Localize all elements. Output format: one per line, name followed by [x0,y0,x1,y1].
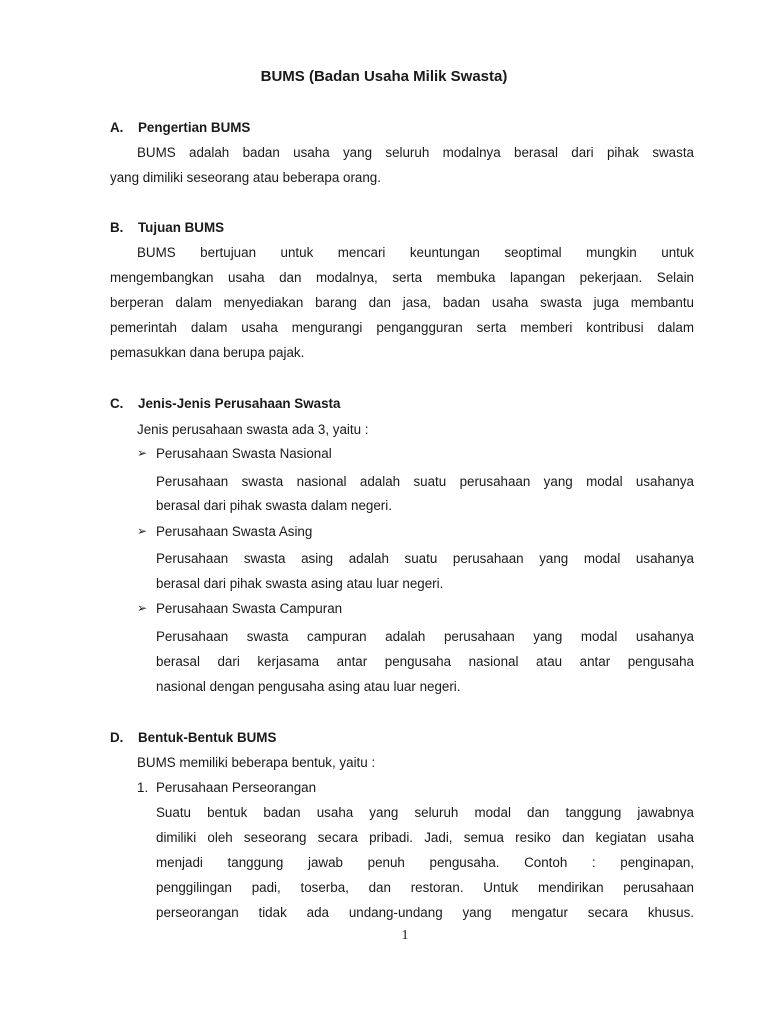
list-item-text: penggilingan padi, toserba, dan restoran. Untuk mendirikan perusahaan [156,880,694,895]
list-item-text: dimiliki oleh seseorang secara pribadi. Jadi, semua resiko dan kegiatan usaha [156,830,694,845]
list-item-text: berasal dari pihak swasta asing atau luar negeri. [156,576,444,591]
section-a-line-1: BUMS adalah badan usaha yang seluruh modalnya berasal dari pihak swasta [137,145,694,160]
list-item-text: Perusahaan swasta campuran adalah perusahaan yang modal usahanya [156,629,694,644]
list-item-text: menjadi tanggung jawab penuh pengusaha. Contoh : penginapan, [156,855,694,870]
section-d-title: Bentuk-Bentuk BUMS [138,730,277,745]
section-d-letter: D. [110,730,124,745]
section-b-line-2: mengembangkan usaha dan modalnya, serta membuka lapangan pekerjaan. Selain [110,270,694,285]
list-item-text: Suatu bentuk badan usaha yang seluruh modal dan tanggung jawabnya [156,805,694,820]
page-title: BUMS (Badan Usaha Milik Swasta) [260,68,508,85]
section-b-heading [110,220,224,235]
section-b-letter: B. [110,220,124,235]
list-item-number: 1. [137,780,149,795]
list-item-text: perseorangan tidak ada undang-undang yang mengatur secara khusus. [156,905,694,920]
arrow-bullet-icon: ➢ [137,446,148,460]
page-number: 1 [401,928,409,943]
list-item-title: Perusahaan Swasta Nasional [156,446,332,461]
section-c-heading [110,396,340,411]
list-item-text: nasional dengan pengusaha asing atau luar negeri. [156,679,461,694]
section-b-title: Tujuan BUMS [138,220,225,235]
section-b-line-5: pemasukkan dana berupa pajak. [110,345,305,360]
list-item-title: Perusahaan Swasta Asing [156,524,313,539]
section-a-heading [110,120,250,135]
section-b-line-1: BUMS bertujuan untuk mencari keuntungan seoptimal mungkin untuk [137,245,694,260]
section-a-line-2: yang dimiliki seseorang atau beberapa orang. [110,170,381,185]
list-item-text: Perusahaan swasta nasional adalah suatu perusahaan yang modal usahanya [156,474,694,489]
list-item-text: Perusahaan swasta asing adalah suatu perusahaan yang modal usahanya [156,551,694,566]
list-item-text: berasal dari pihak swasta dalam negeri. [156,498,392,513]
section-a-title: Pengertian BUMS [138,120,251,135]
section-c-intro: Jenis perusahaan swasta ada 3, yaitu : [137,422,369,437]
section-d-intro: BUMS memiliki beberapa bentuk, yaitu : [137,755,376,770]
section-b-line-4: pemerintah dalam usaha mengurangi pengangguran serta memberi kontribusi dalam [110,320,694,335]
section-d-heading [110,730,276,745]
list-item-title: Perusahaan Swasta Campuran [156,601,343,616]
section-a-letter: A. [110,120,124,135]
section-c-title: Jenis-Jenis Perusahaan Swasta [138,396,341,411]
section-b-line-3: berperan dalam menyediakan barang dan jasa, badan usaha swasta juga membantu [110,295,694,310]
list-item-text: berasal dari kerjasama antar pengusaha nasional atau antar pengusaha [156,654,694,669]
list-item-title: Perusahaan Perseorangan [156,780,317,795]
arrow-bullet-icon: ➢ [137,524,148,538]
section-c-letter: C. [110,396,124,411]
arrow-bullet-icon: ➢ [137,601,148,615]
